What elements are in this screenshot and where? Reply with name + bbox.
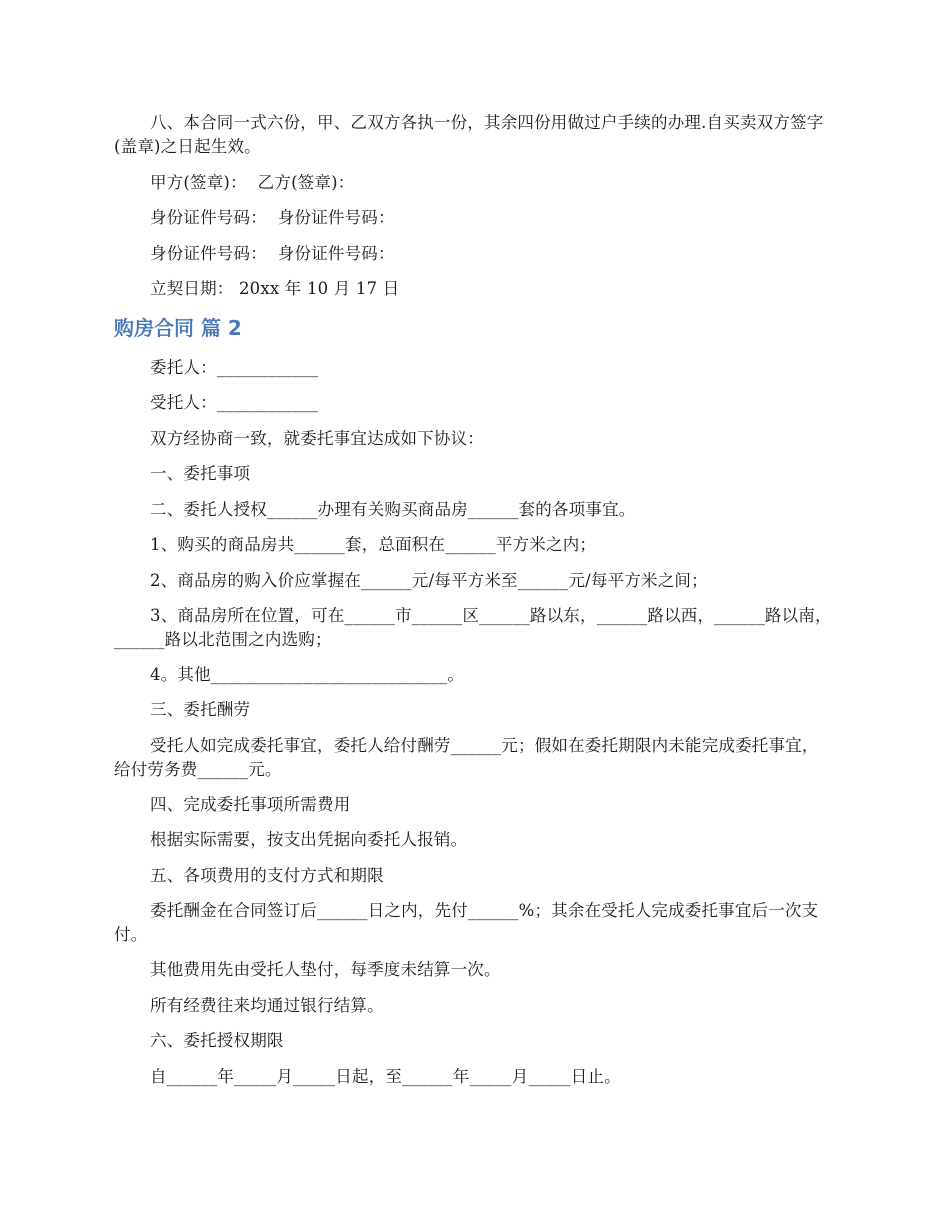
section-one-title: 一、委托事项 bbox=[150, 464, 251, 483]
principal-line: 委托人：____________ bbox=[150, 358, 319, 377]
section-three-title: 三、委托酬劳 bbox=[150, 700, 251, 719]
contract-date-line: 立契日期： 20xx 年 10 月 17 日 bbox=[150, 279, 400, 298]
section-two-paragraph: 二、委托人授权______办理有关购买商品房______套的各项事宜。 bbox=[150, 500, 636, 519]
compensation-paragraph: 受托人如完成委托事宜，委托人给付酬劳______元；假如在委托期限内未能完成委托事宜，给付劳务费______元。 bbox=[114, 736, 819, 779]
section-four-title: 四、完成委托事项所需费用 bbox=[150, 795, 351, 814]
id-number-line-2: 身份证件号码： 身份证件号码： bbox=[150, 244, 395, 263]
agreement-intro: 双方经协商一致，就委托事宜达成如下协议： bbox=[150, 429, 484, 448]
agent-line: 受托人：____________ bbox=[150, 393, 319, 412]
clause-eight-paragraph: 八、本合同一式六份，甲、乙双方各执一份，其余四份用做过户手续的办理.自买卖双方签字(盖章)之日起生效。 bbox=[114, 113, 824, 156]
item-two: 2、商品房的购入价应掌握在______元/每平方米至______元/每平方米之间； bbox=[150, 571, 708, 590]
id-number-line-1: 身份证件号码： 身份证件号码： bbox=[150, 208, 395, 227]
section-five-title: 五、各项费用的支付方式和期限 bbox=[150, 866, 384, 885]
section-heading: 购房合同 篇 2 bbox=[114, 316, 242, 340]
other-fees-paragraph: 其他费用先由受托人垫付，每季度未结算一次。 bbox=[150, 960, 501, 979]
bank-settlement-paragraph: 所有经费往来均通过银行结算。 bbox=[150, 996, 384, 1015]
item-three: 3、商品房所在位置，可在______市______区______路以东，______路以西，______路以南，______路以北范围之内选购； bbox=[114, 606, 832, 649]
section-six-title: 六、委托授权期限 bbox=[150, 1031, 284, 1050]
signature-line: 甲方(签章)： 乙方(签章)： bbox=[150, 173, 355, 192]
expense-paragraph: 根据实际需要，按支出凭据向委托人报销。 bbox=[150, 830, 468, 849]
item-four: 4。其他____________________________。 bbox=[150, 665, 465, 684]
payment-paragraph: 委托酬金在合同签订后______日之内，先付______%；其余在受托人完成委托事宜后一次支付。 bbox=[114, 901, 819, 944]
authorization-period-line: 自______年_____月_____日起，至______年_____月_____日止。 bbox=[150, 1067, 621, 1086]
item-one: 1、购买的商品房共______套，总面积在______平方米之内； bbox=[150, 535, 597, 554]
